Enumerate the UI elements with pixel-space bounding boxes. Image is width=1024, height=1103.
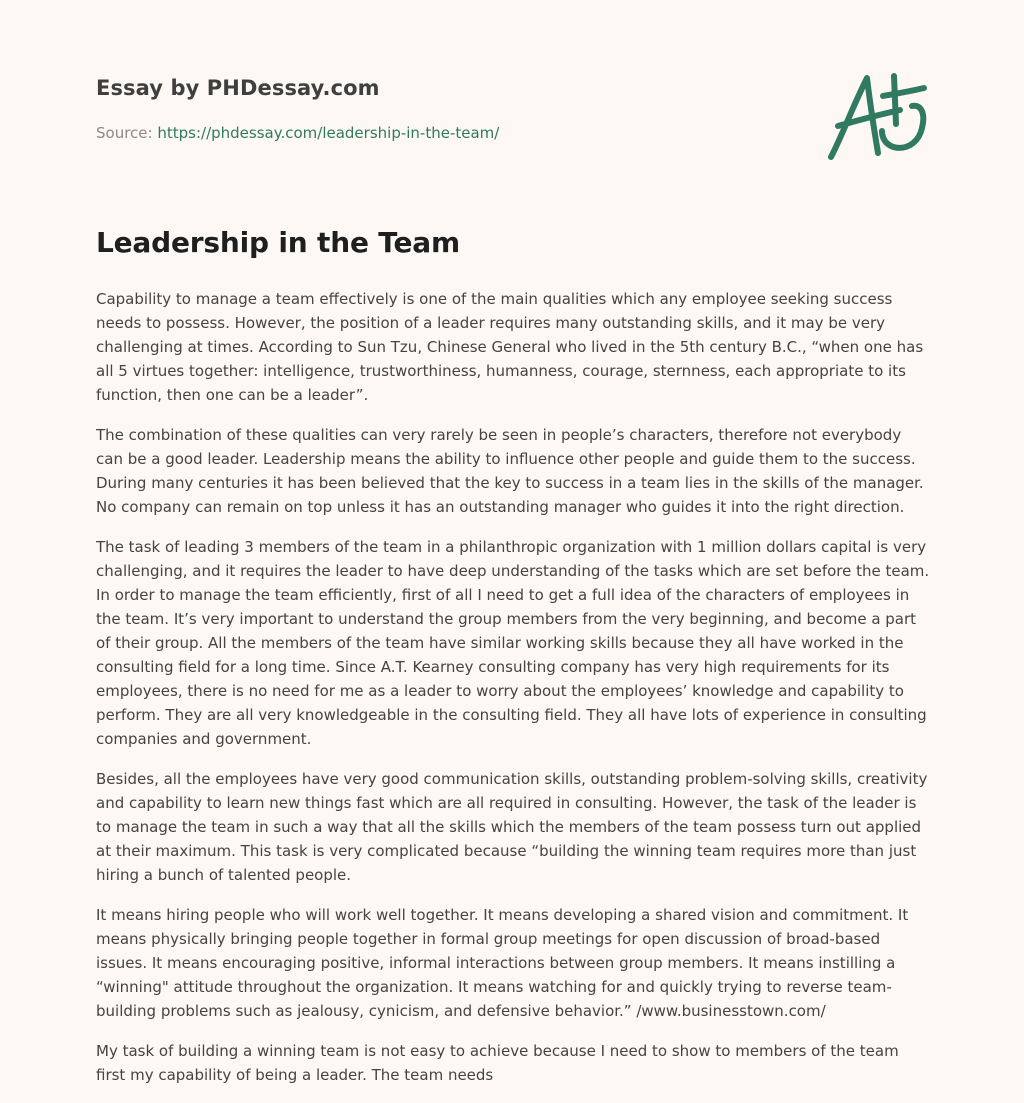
essay-title: Leadership in the Team	[96, 226, 460, 259]
a-plus-logo-icon	[824, 70, 928, 162]
essay-paragraph: Capability to manage a team effectively is one of the main qualities which any employee seeking success needs to possess. However, the position of a leader requires many outstanding skills, and it may be very challenging at times. According to Sun Tzu, Chinese General who lived in the 5th century B.C., “when one has all 5 virtues together: intelligence, trustworthiness, humanness, courage, sternness, each appropriate to its function, then one can be a leader”.	[96, 290, 924, 404]
essay-paragraph: It means hiring people who will work well together. It means developing a shared vision and commitment. It means physically bringing people together in formal group meetings for open discussion of broad-based issues. It means encouraging positive, informal interactions between group members. It means instilling a “winning" attitude throughout the organization. It means watching for and quickly trying to reverse team-building problems such as jealousy, cynicism, and defensive behavior.” /www.businesstown.com/	[96, 906, 909, 1020]
essay-body	[96, 287, 930, 1103]
site-title: Essay by PHDessay.com	[96, 76, 380, 100]
source-link[interactable]: https://phdessay.com/leadership-in-the-team/	[157, 124, 500, 142]
essay-paragraph: Besides, all the employees have very good communication skills, outstanding problem-solving skills, creativity and capability to learn new things fast which are all required in consulting. However, the task of the leader is to manage the team in such a way that all the skills which the members of the team possess turn out applied at their maximum. This task is very complicated because “building the winning team requires more than just hiring a bunch of talented people.	[96, 770, 928, 884]
essay-paragraph: My task of building a winning team is not easy to achieve because I need to show to members of the team first my capability of being a leader. The team needs	[96, 1042, 899, 1084]
source-line	[96, 124, 499, 142]
essay-paragraph: The combination of these qualities can very rarely be seen in people’s characters, therefore not everybody can be a good leader. Leadership means the ability to influence other people and guide them to the success. During many centuries it has been believed that the key to success in a team lies in the skills of the manager. No company can remain on top unless it has an outstanding manager who guides it into the right direction.	[96, 426, 924, 516]
essay-paragraph: The task of leading 3 members of the team in a philanthropic organization with 1 million dollars capital is very challenging, and it requires the leader to have deep understanding of the tasks which are set before the team. In order to manage the team efficiently, first of all I need to get a full idea of the characters of employees in the team. It’s very important to understand the group members from the very beginning, and become a part of their group. All the members of the team have similar working skills because they all have worked in the consulting field for a long time. Since A.T. Kearney consulting company has very high requirements for its employees, there is no need for me as a leader to worry about the employees’ knowledge and capability to perform. They are all very knowledgeable in the consulting field. They all have lots of experience in consulting companies and government.	[96, 538, 930, 748]
source-label: Source:	[96, 124, 153, 142]
